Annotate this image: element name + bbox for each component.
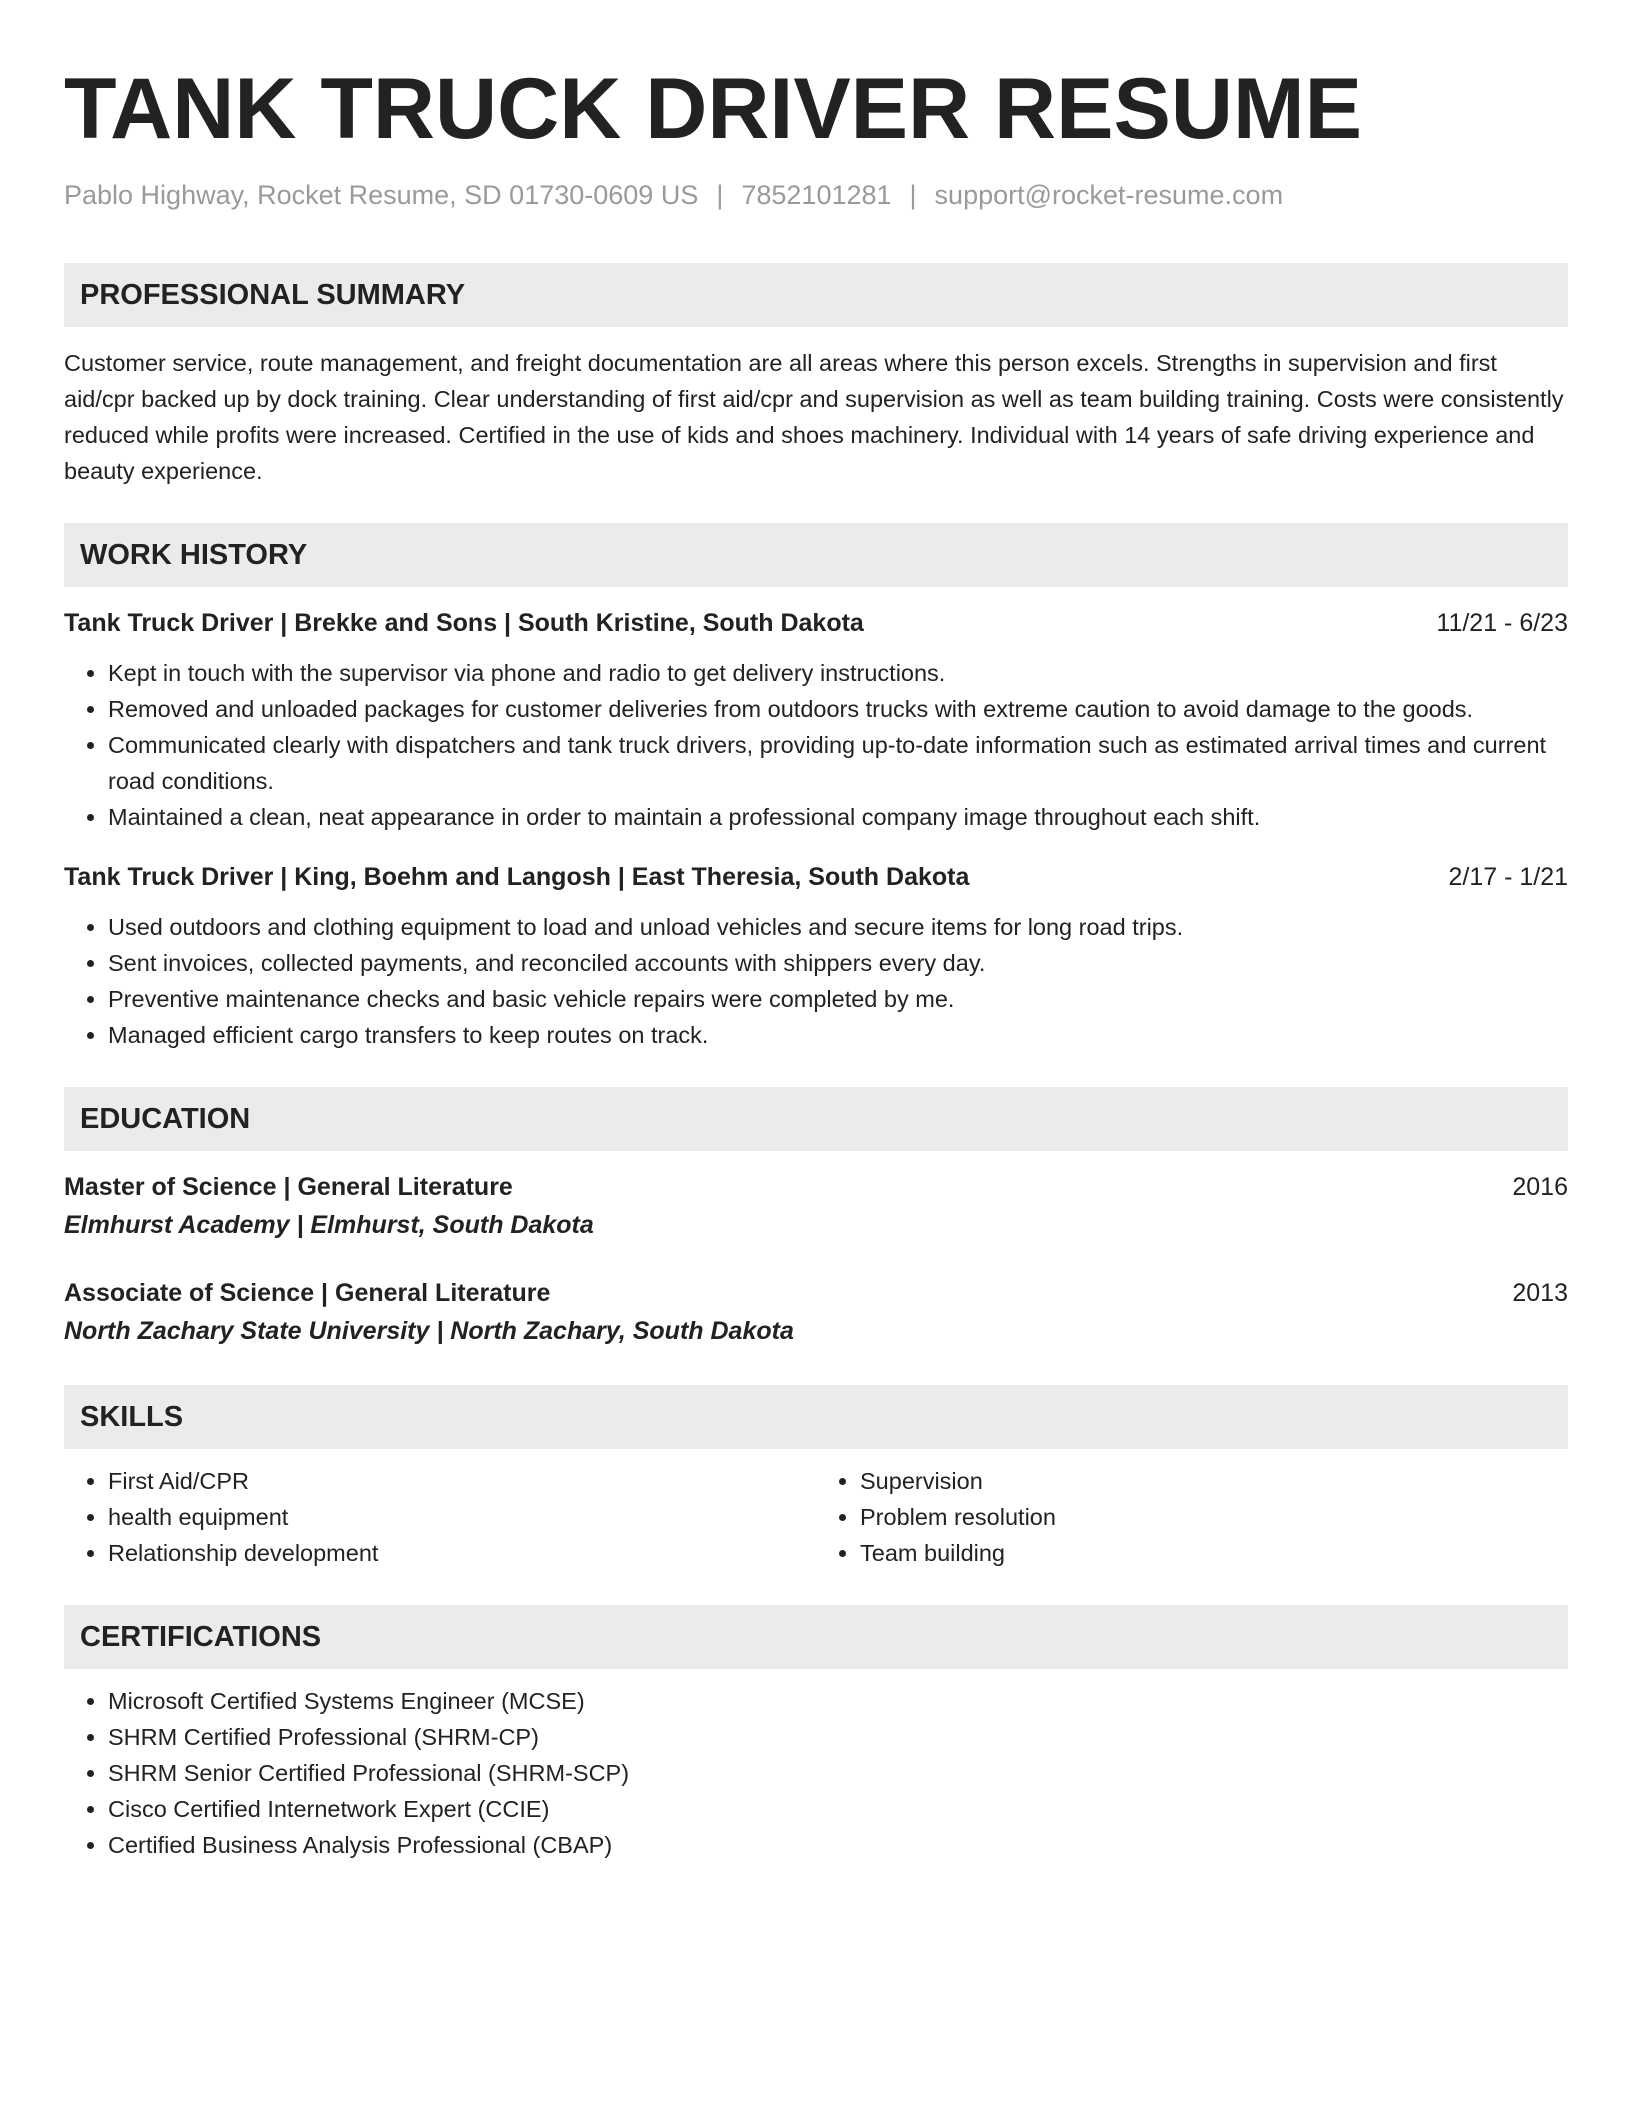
skill-item: • Problem resolution [860, 1499, 1568, 1535]
certifications-list [64, 1683, 1568, 1863]
summary-text: Customer service, route management, and freight documentation are all areas where this person excels. Strengths in supervision and first aid/cpr backed up by dock training. Clear understanding of first aid/cpr and supervision as well as team building training. Costs were consistently reduced while profits were increased. Certified in the use of kids and shoes machinery. Individual with 14 years of safe driving experience and beauty experience. [64, 350, 1564, 484]
skill-item: • First Aid/CPR [108, 1463, 816, 1499]
education-year: 2013 [1512, 1279, 1568, 1307]
job-bullets [64, 909, 1568, 1053]
job-header [64, 605, 1568, 641]
job-title: Tank Truck Driver | King, Boehm and Langosh | East Theresia, South Dakota [64, 863, 970, 891]
skill-item: • health equipment [108, 1499, 816, 1535]
job-dates: 11/21 - 6/23 [1436, 609, 1568, 637]
education-header [64, 1169, 1568, 1205]
contact-email: support@rocket-resume.com [934, 180, 1284, 210]
section-heading-work-history: WORK HISTORY [64, 523, 1568, 587]
job-bullet: • Used outdoors and clothing equipment to load and unload vehicles and secure items for long road trips. [108, 909, 1568, 945]
education-entry [64, 1275, 1568, 1351]
education-school: Elmhurst Academy | Elmhurst, South Dakota [64, 1211, 594, 1239]
job-bullet: • Preventive maintenance checks and basic vehicle repairs were completed by me. [108, 981, 1568, 1017]
job-bullet: • Kept in touch with the supervisor via phone and radio to get delivery instructions. [108, 655, 1568, 691]
section-heading-summary: PROFESSIONAL SUMMARY [64, 263, 1568, 327]
job-title: Tank Truck Driver | Brekke and Sons | South Kristine, South Dakota [64, 609, 864, 637]
job-bullet: • Communicated clearly with dispatchers and tank truck drivers, providing up-to-date information such as estimated arrival times and current road conditions. [108, 727, 1568, 799]
education-header [64, 1275, 1568, 1311]
contact-address: Pablo Highway, Rocket Resume, SD 01730-0609 US [64, 180, 699, 210]
skill-item: • Relationship development [108, 1535, 816, 1571]
education-degree: Master of Science | General Literature [64, 1173, 513, 1201]
contact-separator: | [909, 180, 917, 210]
section-heading-certifications: CERTIFICATIONS [64, 1605, 1568, 1669]
skills-column-left [64, 1463, 816, 1571]
education-school: North Zachary State University | North Zachary, South Dakota [64, 1317, 794, 1345]
skills-list [64, 1463, 816, 1571]
job-entry [64, 859, 1568, 1053]
contact-separator: | [716, 180, 724, 210]
education-year: 2016 [1512, 1173, 1568, 1201]
certification-item: • SHRM Senior Certified Professional (SHRM-SCP) [108, 1755, 1568, 1791]
skill-item: • Supervision [860, 1463, 1568, 1499]
skills-list [816, 1463, 1568, 1571]
job-bullets [64, 655, 1568, 835]
job-bullet: • Maintained a clean, neat appearance in order to maintain a professional company image throughout each shift. [108, 799, 1568, 835]
certification-item: • Microsoft Certified Systems Engineer (MCSE) [108, 1683, 1568, 1719]
job-bullet: • Sent invoices, collected payments, and reconciled accounts with shippers every day. [108, 945, 1568, 981]
certification-item: • Cisco Certified Internetwork Expert (CCIE) [108, 1791, 1568, 1827]
skills-grid [64, 1463, 1568, 1571]
job-dates: 2/17 - 1/21 [1448, 863, 1568, 891]
job-header [64, 859, 1568, 895]
skill-item: • Team building [860, 1535, 1568, 1571]
skills-column-right [816, 1463, 1568, 1571]
education-entry [64, 1169, 1568, 1245]
education-degree: Associate of Science | General Literature [64, 1279, 551, 1307]
certification-item: • SHRM Certified Professional (SHRM-CP) [108, 1719, 1568, 1755]
section-heading-skills: SKILLS [64, 1385, 1568, 1449]
job-entry [64, 605, 1568, 835]
contact-phone: 7852101281 [741, 180, 892, 210]
resume-title: TANK TRUCK DRIVER RESUME [64, 61, 1362, 157]
contact-line [64, 180, 1568, 211]
certification-item: • Certified Business Analysis Professional (CBAP) [108, 1827, 1568, 1863]
job-bullet: • Removed and unloaded packages for customer deliveries from outdoors trucks with extreme caution to avoid damage to the goods. [108, 691, 1568, 727]
job-bullet: • Managed efficient cargo transfers to keep routes on track. [108, 1017, 1568, 1053]
section-heading-education: EDUCATION [64, 1087, 1568, 1151]
